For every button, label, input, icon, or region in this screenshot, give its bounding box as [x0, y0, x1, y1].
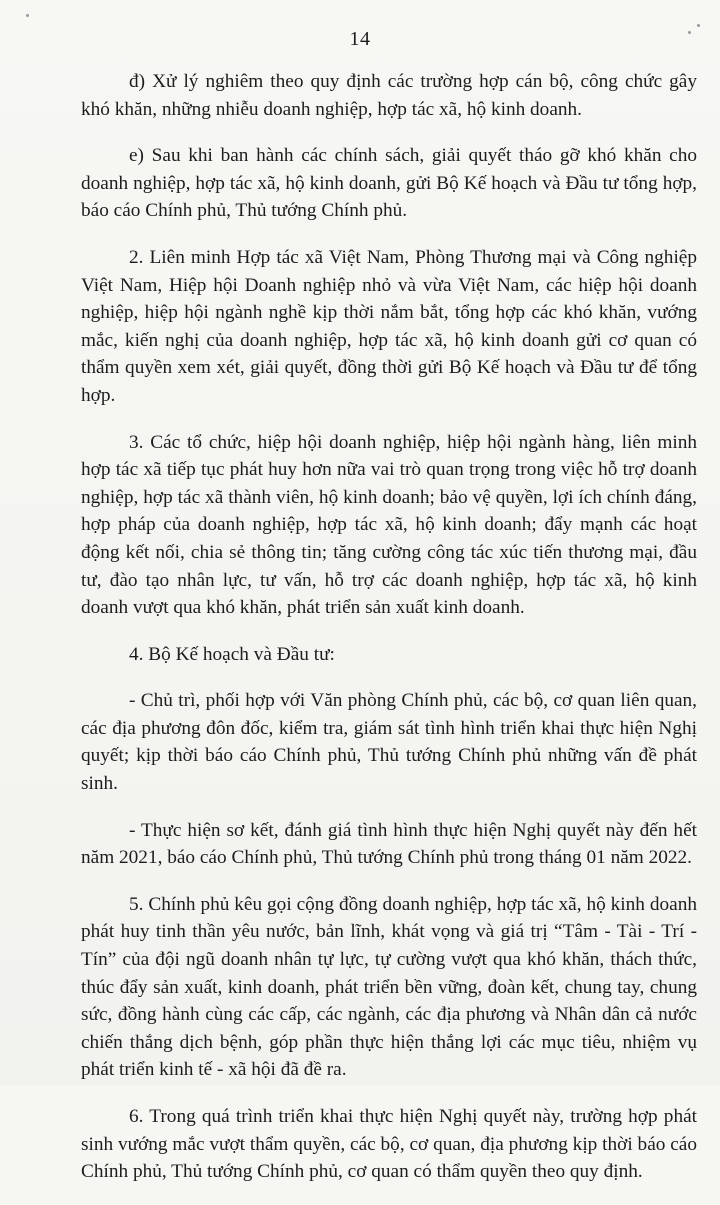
- paragraph-d: đ) Xử lý nghiêm theo quy định các trường hợp cán bộ, công chức gây khó khăn, những nhiễu doanh nghiệp, hợp tác xã, hộ kinh doanh.: [81, 71, 697, 120]
- paragraph-6: 6. Trong quá trình triển khai thực hiện Nghị quyết này, trường hợp phát sinh vướng mắc vượt thẩm quyền, các bộ, cơ quan, địa phương kịp thời báo cáo Chính phủ, Thủ tướng Chính phủ, cơ quan có thẩm quyền theo quy định.: [81, 1106, 697, 1183]
- paragraph-4-heading: 4. Bộ Kế hoạch và Đầu tư:: [129, 643, 335, 665]
- scan-speck: [26, 14, 29, 17]
- document-body: [81, 68, 697, 1205]
- paragraph-4-item-2: - Thực hiện sơ kết, đánh giá tình hình thực hiện Nghị quyết này đến hết năm 2021, báo cáo Chính phủ, Thủ tướng Chính phủ trong tháng 01 năm 2022.: [81, 819, 697, 869]
- paragraph-2: 2. Liên minh Hợp tác xã Việt Nam, Phòng Thương mại và Công nghiệp Việt Nam, Hiệp hội Doanh nghiệp nhỏ và vừa Việt Nam, các hiệp hội doanh nghiệp, hiệp hội ngành nghề kịp thời nắm bắt, tổng hợp các khó khăn, vướng mắc, kiến nghị của doanh nghiệp, hợp tác xã, hộ kinh doanh gửi cơ quan có thẩm quyền xem xét, giải quyết, đồng thời gửi Bộ Kế hoạch và Đầu tư để tổng hợp.: [81, 246, 697, 406]
- paragraph-5: 5. Chính phủ kêu gọi cộng đồng doanh nghiệp, hợp tác xã, hộ kinh doanh phát huy tinh thần yêu nước, bản lĩnh, khát vọng và giá trị “Tâm - Tài - Trí - Tín” của đội ngũ doanh nhân tự lực, tự cường vượt qua khó khăn, thách thức, thúc đẩy sản xuất, kinh doanh, phát triển bền vững, đoàn kết, chung tay, chung sức, đồng hành cùng các cấp, các ngành, các địa phương và Nhân dân cả nước chiến thắng dịch bệnh, góp phần thực hiện thắng lợi các mục tiêu, nhiệm vụ phát triển kinh tế - xã hội đã đề ra.: [81, 893, 697, 1081]
- paragraph-e: e) Sau khi ban hành các chính sách, giải quyết tháo gỡ khó khăn cho doanh nghiệp, hợp tác xã, hộ kinh doanh, gửi Bộ Kế hoạch và Đầu tư tổng hợp, báo cáo Chính phủ, Thủ tướng Chính phủ.: [81, 145, 697, 222]
- scan-speck: [697, 24, 700, 27]
- paragraph-3: 3. Các tổ chức, hiệp hội doanh nghiệp, hiệp hội ngành hàng, liên minh hợp tác xã tiếp tục phát huy hơn nữa vai trò quan trọng trong việc hỗ trợ doanh nghiệp, hợp tác xã thành viên, hộ kinh doanh; bảo vệ quyền, lợi ích chính đáng, hợp pháp của doanh nghiệp, hợp tác xã, hộ kinh doanh; đẩy mạnh các hoạt động kết nối, chia sẻ thông tin; tăng cường công tác xúc tiến thương mại, đầu tư, đào tạo nhân lực, tư vấn, hỗ trợ các doanh nghiệp, hợp tác xã, hộ kinh doanh vượt qua khó khăn, phát triển sản xuất kinh doanh.: [81, 431, 697, 619]
- page-number: 14: [349, 28, 371, 50]
- paragraph-4-item-1: - Chủ trì, phối hợp với Văn phòng Chính phủ, các bộ, cơ quan liên quan, các địa phương đôn đốc, kiểm tra, giám sát tình hình triển khai thực hiện Nghị quyết; kịp thời báo cáo Chính phủ, Thủ tướng Chính phủ những vấn đề phát sinh.: [81, 690, 697, 795]
